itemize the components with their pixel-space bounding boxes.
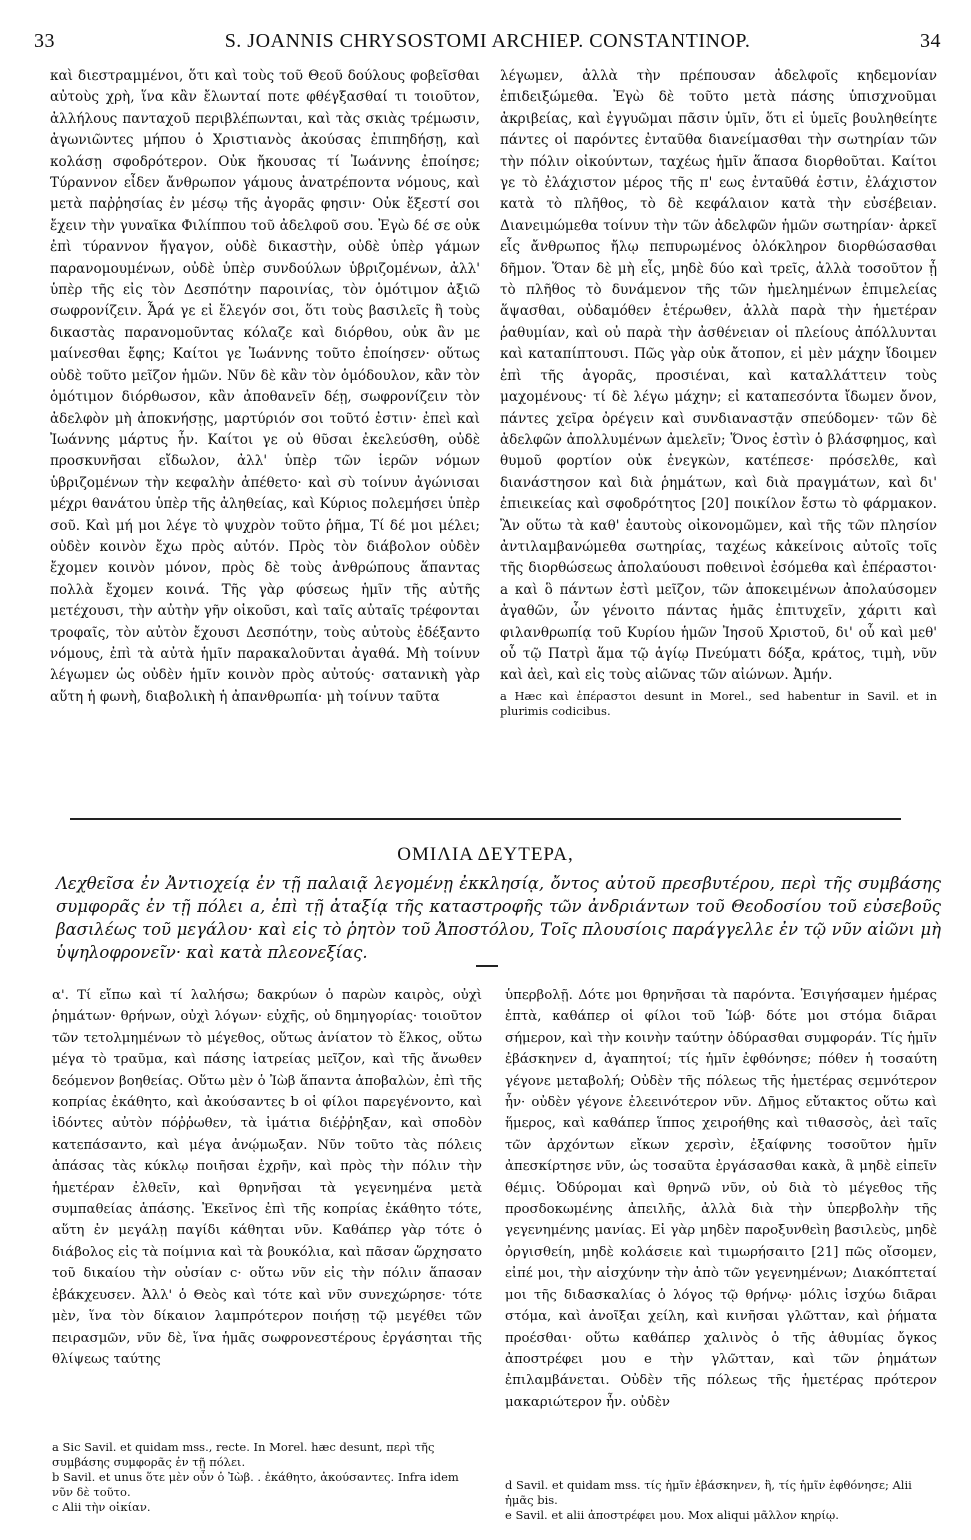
page-number-right: 34 (920, 30, 941, 52)
upper-right-text: λέγωμεν, ἀλλὰ τὴν πρέπουσαν ἀδελφοῖς κηδεμονίαν ἐπιδειξώμεθα. Ἐγὼ δὲ τοῦτο μετὰ πάσης ὑπισχνοῦμαι ἀκριβείας, καὶ ἐγγυῶμαι πᾶσιν ὑμῖν, ὅτι εἰ ὑμεῖς βουληθείητε πάντες οἱ παρόντες ἐνταῦθα διανείμασθαι τὴν σωτηρίαν τῶν τὴν πόλιν οἰκούντων, ταχέως ἡμῖν ἅπασα διορθοῦται. Καίτοι γε τὸ ἐλάχιστον μέρος τῆς π' εως ἐνταῦθά ἐστιν, ἐλάχιστον κατὰ τὸ πλῆθος, τὸ δὲ κεφάλαιον κατὰ τὴν εὐσέβειαν. Διανειμώμεθα τοίνυν τὴν τῶν ἀδελφῶν ἡμῶν σωτηρίαν· ἀρκεῖ εἷς ἄνθρωπος ἤλῳ πεπυρωμένος ὁλόκληρον διορθώσασθαι δῆμον. Ὅταν δὲ μὴ εἷς, μηδὲ δύο καὶ τρεῖς, ἀλλὰ τοσοῦτον ᾖ τὸ πλῆθος τὸ δυνάμενον τῆς τῶν ἠμελημένων ἐπιμελείας ἅψασθαι, οὐδαμόθεν ἑτέρωθεν, ἀλλὰ παρὰ τὴν ἡμετέραν ῥαθυμίαν, καὶ οὐ παρὰ τὴν ἀσθένειαν οἱ πλείους ἀπόλλυνται καὶ καταπίπτουσι. Πῶς γὰρ οὐκ ἄτοπον, εἰ μὲν μάχην ἴδοιμεν ἐπὶ τῆς ἀγορᾶς, προσιέναι, καὶ καταλλάττειν τοὺς μαχομένους· τί δὲ λέγω μάχην; εἰ καταπεσόντα ἴδωμεν ὄνον, πάντες χεῖρα ὀρέγειν καὶ συνδιαναστᾷν σπεύδομεν· τῶν δὲ ἀδελφῶν ἀπολλυμένων ἀμελεῖν; Ὅνος ἐστὶν ὁ βλάσφημος, καὶ θυμοῦ φορτίον οὐκ ἐνεγκὼν, κατέπεσε· πρόσελθε, καὶ διανάστησον καὶ διὰ ῥημάτων, καὶ διὰ πραγμάτων, καὶ δι' ἐπιεικείας καὶ σφοδρότητος [20] ποικίλον ἔστω τὸ φάρμακον. Ἂν οὕτω τὰ καθ' ἑαυτοὺς οἰκονομῶμεν, καὶ τῆς τῶν πλησίον ἀντιλαμβανώμεθα σωτηρίας, ταχέως κἀκείνοις αὐτοῖς τοῖς τῆς διορθώσεως ἀπολαύουσι ποθεινοὶ ἐσόμεθα καὶ ἐπέραστοι· a καὶ ὃ πάντων ἐστὶ μεῖζον, τῶν ἀποκειμένων ἀπολαύσομεν ἀγαθῶν, ὧν γένοιτο πάντας ἡμᾶς ἐπιτυχεῖν, χάριτι καὶ φιλανθρωπίᾳ τοῦ Κυρίου ἡμῶν Ἰησοῦ Χριστοῦ, δι' οὗ καὶ μεθ' οὗ τῷ Πατρὶ ἅμα τῷ ἁγίῳ Πνεύματι δόξα, κράτος, τιμὴ, νῦν καὶ ἀεὶ, καὶ εἰς τοὺς αἰῶνας τῶν αἰώνων. Ἀμήν. (500, 68, 937, 684)
footnote: a Sic Savil. et quidam mss., recte. In Morel. hæc desunt, περὶ τῆς συμβάσης συμφορᾶς ἐν τῇ πόλει. (52, 1440, 435, 1469)
lower-left-footnotes (52, 1440, 482, 1515)
running-header (34, 30, 941, 58)
lower-right-footnotes (505, 1478, 937, 1523)
footnote: d Savil. et quidam mss. τίς ἡμῖν ἐβάσκηνεν, ἢ, τίς ἡμῖν ἐφθόνησε; Alii ἡμᾶς bis. (505, 1478, 912, 1507)
homily-subtitle: Λεχθεῖσα ἐν Ἀντιοχείᾳ ἐν τῇ παλαιᾷ λεγομένῃ ἐκκλησίᾳ, ὄντος αὐτοῦ πρεσβυτέρου, περὶ τῆς συμβάσης συμφορᾶς ἐν τῇ πόλει a, ἐπὶ τῇ ἀταξίᾳ τῆς καταστροφῆς τῶν ἀνδριάντων τοῦ Θεοδοσίου τοῦ εὐσεβοῦς βασιλέως τοῦ μεγάλου· καὶ εἰς τὸ ῥητὸν τοῦ Ἀποστόλου, Τοῖς πλουσίοις παράγγελλε ἐν τῷ νῦν αἰῶνι μὴ ὑψηλοφρονεῖν· καὶ κατὰ πλεονεξίας. (56, 874, 941, 962)
section-divider (70, 818, 901, 820)
lower-left-column (52, 985, 482, 1370)
upper-right-column (500, 66, 937, 719)
lower-right-column (505, 985, 937, 1413)
subtitle-dash (476, 965, 498, 967)
upper-left-column (50, 66, 480, 708)
footnote: b Savil. et unus ὅτε μὲν οὖν ὁ Ἰὼβ. . ἐκάθητο, ἀκούσαντες. Infra idem νῦν δὲ τοῦτο. (52, 1470, 459, 1499)
upper-left-text: καὶ διεστραμμένοι, ὅτι καὶ τοὺς τοῦ Θεοῦ δούλους φοβεῖσθαι αὐτοὺς χρὴ, ἵνα κἂν ἔλωνταί ποτε φθέγξασθαί τι τοιοῦτον, ἀλλήλους πανταχοῦ περιβλέπωνται, καὶ τὰς σκιὰς τρέμωσιν, ἀγωνιῶντες μήπου ὁ Χριστιανὸς ἀκούσας ἐπιπηδήσῃ, καὶ κολάσῃ σφοδρότερον. Οὐκ ἤκουσας τί Ἰωάννης ἐποίησε; Τύραννον εἶδεν ἄνθρωπον γάμους ἀνατρέποντα νόμους, καὶ μετὰ παῤῥησίας ἐν μέσῳ τῆς ἀγορᾶς φησιν· Οὐκ ἔξεστί σοι ἔχειν τὴν γυναῖκα Φιλίππου τοῦ ἀδελφοῦ σου. Ἐγὼ δέ σε οὐκ ἐπὶ τύραννον ἤγαγον, οὐδὲ δικαστὴν, οὐδὲ ὑπὲρ γάμων παρανομουμένων, οὐδὲ ὑπὲρ συνδούλων ὑβριζομένων, ἀλλ' ὑπὲρ τῆς εἰς τὸν Δεσπότην παροινίας, τὸν ὁμότιμον ἀξιῶ σωφρονίζειν. Ἆρά γε εἰ ἔλεγόν σοι, ὅτι τοὺς βασιλεῖς ἢ τοὺς δικαστὰς παρανομοῦντας κόλαζε καὶ διόρθου, οὐκ ἂν με μαίνεσθαι ἔφης; Καίτοι γε Ἰωάννης τοῦτο ἐποίησεν· οὕτως οὐδὲ τοῦτο μεῖζον ἡμῶν. Νῦν δὲ κἂν τὸν ὁμόδουλον, κἂν τὸν ὁμότιμον διόρθωσον, κἂν ἀποθανεῖν δέῃ, σωφρονίζειν τὸν ἀδελφὸν μὴ ἀποκνήσῃς, μαρτύριόν σοι τοῦτό ἐστιν· ἐπεὶ καὶ Ἰωάννης μάρτυς ἦν. Καίτοι γε οὐ θῦσαι ἐκελεύσθη, οὐδὲ προσκυνῆσαι εἴδωλον, ἀλλ' ὑπὲρ τῶν ἱερῶν νόμων ὑβριζομένων τὴν κεφαλὴν ἀπέθετο· καὶ σὺ τοίνυν ἀγώνισαι μέχρι θανάτου ὑπὲρ τῆς ἀληθείας, καὶ Κύριος πολεμήσει ὑπὲρ σοῦ. Καὶ μή μοι λέγε τὸ ψυχρὸν τοῦτο ῥῆμα, Τί δέ μοι μέλει; οὐδὲν κοινὸν ἔχω πρὸς αὐτόν. Πρὸς τὸν διάβολον οὐδὲν ἔχομεν κοινὸν μόνον, πρὸς δὲ τοὺς ἀνθρώπους ἅπαντας πολλὰ ἔχομεν κοινά. Τῆς γὰρ φύσεως ἡμῖν τῆς αὐτῆς μετέχουσι, τὴν αὐτὴν γῆν οἰκοῦσι, καὶ ταῖς αὐταῖς τρέφονται τροφαῖς, τὸν αὐτὸν ἔχουσι Δεσπότην, τοὺς αὐτοὺς ἐδέξαντο νόμους, ἐπὶ τὰ αὐτὰ ἡμῖν παρακαλοῦνται ἀγαθά. Μὴ τοίνυν λέγωμεν ὡς οὐδὲν ἡμῖν κοινὸν πρὸς αὐτούς· σατανικὴ γὰρ αὕτη ἡ φωνὴ, διαβολικὴ ἡ ἀπανθρωπία· μὴ τοίνυν ταῦτα (50, 68, 480, 705)
running-title: S. JOANNIS CHRYSOSTOMI ARCHIEP. CONSTANTINOP. (224, 30, 751, 52)
footnote: e Savil. et alii ἀποστρέφει μου. Mox aliqui μᾶλλον κηρίῳ. (505, 1508, 839, 1522)
footnote: c Alii τὴν οἰκίαν. (52, 1500, 151, 1514)
lower-left-text: α'. Τί εἴπω καὶ τί λαλήσω; δακρύων ὁ παρὼν καιρὸς, οὐχὶ ῥημάτων· θρήνων, οὐχὶ λόγων· εὐχῆς, οὐ δημηγορίας· τοιοῦτον τῶν τετολμημένων τὸ μέγεθος, οὕτως ἀνίατον τὸ ἕλκος, οὕτω μέγα τὸ τραῦμα, καὶ πάσης ἰατρείας μεῖζον, καὶ τῆς ἄνωθεν δεόμενον βοηθείας. Οὕτω μὲν ὁ Ἰὼβ ἅπαντα ἀποβαλὼν, ἐπὶ τῆς κοπρίας ἐκάθητο, καὶ ἀκούσαντες b οἱ φίλοι παρεγένοντο, καὶ ἰδόντες αὐτὸν πόῤῥωθεν, τὰ ἱμάτια διέῤῥηξαν, καὶ σποδὸν κατεπάσαντο, καὶ μέγα ἀνῴμωξαν. Νῦν τοῦτο τὰς πόλεις ἁπάσας τὰς κύκλῳ ποιῆσαι ἐχρῆν, καὶ πρὸς τὴν πόλιν τὴν ἡμετέραν ἐλθεῖν, καὶ θρηνῆσαι τὰ γεγενημένα μετὰ συμπαθείας ἁπάσης. Ἐκεῖνος ἐπὶ τῆς κοπρίας ἐκάθητο τότε, αὕτη ἐν μεγάλῃ παγίδι κάθηται νῦν. Καθάπερ γὰρ τότε ὁ διάβολος εἰς τὰ ποίμνια καὶ τὰ βουκόλια, καὶ πᾶσαν ὥρχησατο τοῦ δικαίου τὴν οὐσίαν c· οὕτω νῦν εἰς τὴν πόλιν ἅπασαν ἐβάκχευσεν. Ἀλλ' ὁ Θεὸς καὶ τότε καὶ νῦν συνεχώρησε· τότε μὲν, ἵνα τὸν δίκαιον λαμπρότερον ποιήσῃ τῷ μεγέθει τῶν πειρασμῶν, νῦν δὲ, ἵνα ἡμᾶς σωφρονεστέρους ἐργάσηται τῆς θλίψεως ταύτης (52, 988, 482, 1367)
lower-right-text: ὑπερβολῇ. Δότε μοι θρηνῆσαι τὰ παρόντα. Ἐσιγήσαμεν ἡμέρας ἑπτὰ, καθάπερ οἱ φίλοι τοῦ Ἰώβ· δότε μοι στόμα διᾶραι σήμερον, καὶ τὴν κοινὴν ταύτην ὀδύρασθαι συμφοράν. Τίς ἡμῖν ἐβάσκηνεν d, ἀγαπητοί; τίς ἡμῖν ἐφθόνησε; πόθεν ἡ τοσαύτη γέγονε μεταβολή; Οὐδὲν τῆς πόλεως τῆς ἡμετέρας σεμνότερον ἦν· οὐδὲν γέγονε ἐλεεινότερον νῦν. Δῆμος εὔτακτος οὕτω καὶ ἥμερος, καὶ καθάπερ ἵππος χειροήθης καὶ τιθασσὸς, ἀεὶ ταῖς τῶν ἀρχόντων εἴκων χερσὶν, ἐξαίφνης τοσοῦτον ἡμῖν ἀπεσκίρτησε νῦν, ὡς τοσαῦτα ἐργάσασθαι κακὰ, ἃ μηδὲ εἰπεῖν θέμις. Ὀδύρομαι καὶ θρηνῶ νῦν, οὐ διὰ τὸ μέγεθος τῆς προσδοκωμένης ἀπειλῆς, ἀλλὰ διὰ τὴν ὑπερβολὴν τῆς γεγενημένης μανίας. Εἰ γὰρ μηδὲν παροξυνθεὶη βασιλεὺς, μηδὲ ὀργισθείη, μηδὲ κολάσειε καὶ τιμωρήσαιτο [21] πῶς οἴσομεν, εἰπέ μοι, τὴν αἰσχύνην τὴν ἀπὸ τῶν γεγενημένων; Διακόπτεταί μοι τῆς διδασκαλίας ὁ λόγος τῷ θρήνῳ· μόλις ἰσχύω διᾶραι στόμα, καὶ ἀνοῖξαι χείλη, καὶ κινῆσαι γλῶτταν, καὶ ῥήματα προέσθαι· οὕτω καθάπερ χαλινὸς ὁ τῆς ἀθυμίας ὄγκος ἀποστρέφει μου e τὴν γλῶτταν, καὶ τῶν ῥημάτων ἐπιλαμβάνεται. Οὐδὲν τῆς πόλεως τῆς ἡμετέρας πρότερον μακαριώτερον ἦν. οὐδὲν (505, 988, 937, 1410)
page-number-left: 33 (34, 30, 55, 52)
upper-right-footnotes (500, 689, 937, 719)
footnote: a Hæc καὶ ἐπέραστοι desunt in Morel., sed habentur in Savil. et in plurimis codicibus. (500, 688, 937, 718)
homily-title: ΟΜΙΛΙΑ ΔΕΥΤΕΡΑ, (397, 844, 574, 865)
